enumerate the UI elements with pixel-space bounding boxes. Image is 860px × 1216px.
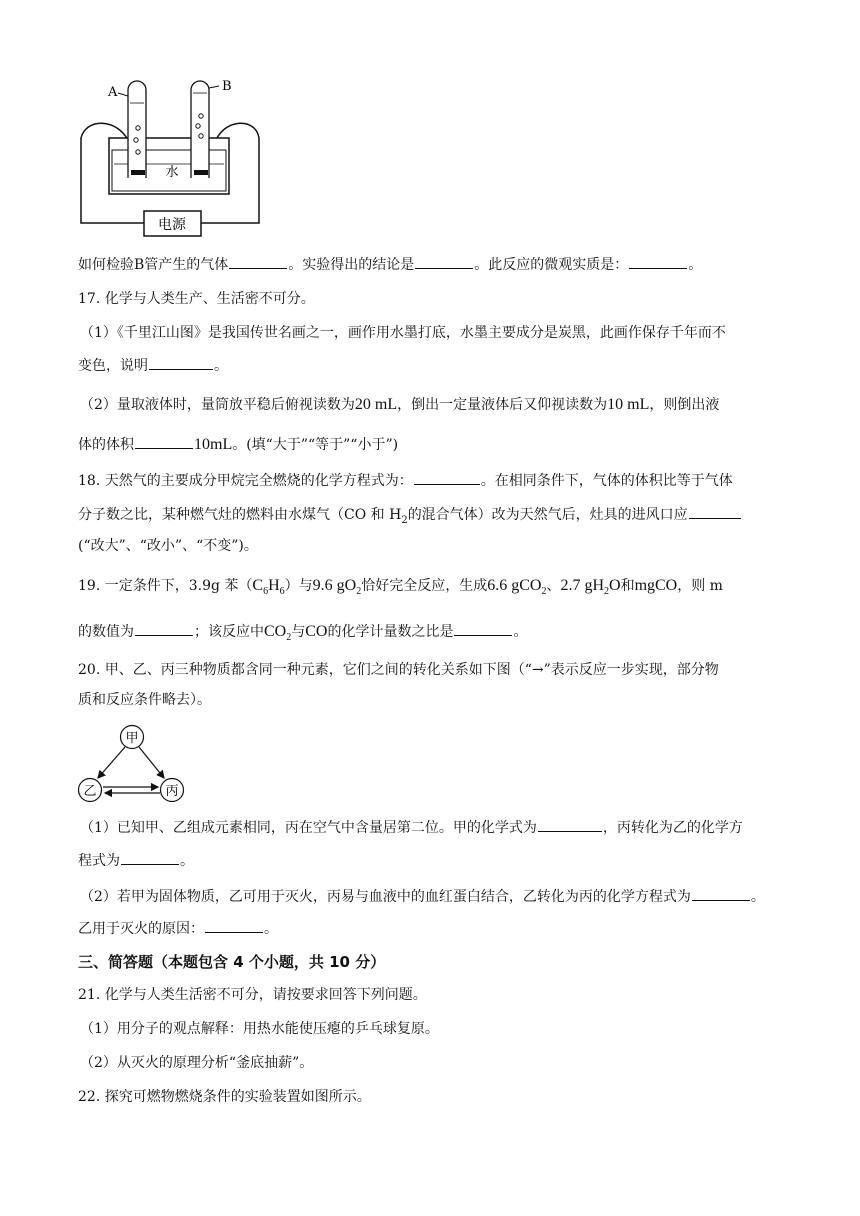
q16-text-1: 如何检验B管产生的气体 [78,257,229,273]
q18-line1 [78,470,733,491]
q19-line2 [78,621,527,648]
q17-p2-line1 [80,395,719,415]
answer-blank[interactable] [414,470,480,485]
q19-text-g: 的数值为 [78,624,134,640]
co-formula: CO [305,623,328,640]
tube-b-label: B [222,79,232,94]
answer-blank[interactable] [121,850,179,865]
q20-line1: 20. 甲、乙、丙三种物质都含同一种元素，它们之间的转化关系如下图（“→”表示反应一步实现，部分物 [78,662,719,678]
arrow-top-to-left [98,747,125,778]
q20-p2-text-b: 。 [750,889,765,905]
q19-text-d: 、 [546,578,561,594]
q19-text-j: 的化学计量数之比是 [327,624,454,640]
node-right-label: 丙 [165,784,179,799]
q17-p2-text-c: ，则倒出液 [649,397,720,413]
q20-p1-text-d: 。 [180,853,194,869]
q19-text-a: 19. 一定条件下，3.9g 苯（ [78,578,253,594]
reference-volume: 10mL [194,436,233,453]
subscript: 2 [401,514,408,526]
q20-p1-text-a: （1）已知甲、乙组成元素相同，丙在空气中含量居第二位。甲的化学式为 [80,820,537,836]
water-label: 水 [165,165,179,180]
q19-line1 [78,576,723,602]
q17-p2-text-d: 体的体积 [78,437,134,453]
answer-blank[interactable] [689,504,741,519]
answer-blank[interactable] [538,817,602,832]
q20-p1-line2 [78,850,194,871]
q21-p1: （1）用分子的观点解释：用热水能使压瘪的乒乓球复原。 [80,1021,439,1037]
q21-stem: 21. 化学与人类生活密不可分，请按要求回答下列问题。 [78,987,427,1003]
q20-p2-text-a: （2）若甲为固体物质，乙可用于灭火，丙易与血液中的血红蛋白结合，乙转化为丙的化学方程式为 [80,889,691,905]
answer-blank[interactable] [135,434,193,449]
benzene-formula: $C_6H_6$ [252,577,285,598]
q16-text-2: 。实验得出的结论是 [288,257,415,273]
q17-p1-line2 [78,355,228,376]
q17-stem: 17. 化学与人类生产、生活密不可分。 [78,291,315,307]
arrow-top-to-right [139,747,164,778]
q18-text-b: 。在相同条件下，气体的体积比等于气体 [480,473,733,489]
q21-p2: （2）从灭火的原理分析“釜底抽薪”。 [80,1055,314,1071]
q20-line2: 质和反应条件略去）。 [78,692,211,708]
oxygen-mass: 9.6 $gO_2$ [312,577,362,598]
q18-line2 [78,504,742,531]
answer-blank[interactable] [454,621,512,636]
q18-line3: (“改大”、“改小”、“不变”)。 [78,538,258,554]
answer-blank[interactable] [205,918,263,933]
co-mass: mgCO [634,577,678,594]
section-heading: 三、简答题（本题包含 4 个小题，共 10 分） [78,953,386,971]
q20-p2-text-d: 。 [264,921,278,937]
q18-text-c: 分子数之比，某种燃气灶的燃料由水煤气（CO 和 H [78,507,402,523]
q16-line [78,254,702,275]
water-mass: 2.7 $gH_2O$ [560,577,621,598]
q19-text-i: 与 [291,624,306,640]
co2-formula: $CO_2$ [264,623,292,644]
co2-mass: 6.6 gCO$_2$ [487,577,547,598]
q18-text-a: 18. 天然气的主要成分甲烷完全燃烧的化学方程式为： [78,473,413,489]
node-top-label: 甲 [125,731,139,746]
power-label: 电源 [158,217,186,233]
node-left-label: 乙 [83,784,97,799]
q19-text-k: 。 [513,624,528,640]
q19-text-h: ；该反应中 [194,624,264,640]
q19-text-f: ，则 m [677,578,723,594]
q18-text-d: 的混合气体）改为天然气后，灶具的进风口应 [407,507,688,523]
conversion-diagram [76,722,188,806]
answer-blank[interactable] [692,886,750,901]
q20-p2-text-c: 乙用于灭火的原因： [78,921,204,937]
answer-blank[interactable] [149,355,213,370]
answer-blank[interactable] [229,254,287,269]
q17-p2-line2 [78,434,398,455]
q20-p2-line2 [78,918,278,939]
tube-a-label: A [108,85,118,100]
q16-text-4: 。 [688,257,703,273]
q16-text-3: 。此反应的微观实质是： [474,257,629,273]
reading-2: 10 mL [607,396,650,413]
q22-stem: 22. 探究可燃物燃烧条件的实验装置如图所示。 [78,1089,371,1105]
answer-blank[interactable] [629,254,687,269]
q20-p1-text-b: ，丙转化为乙的化学方 [602,820,743,836]
q20-p2-line1 [80,886,765,907]
q19-text-c: 恰好完全反应，生成 [361,578,488,594]
q17-p2-text-e: 。(填“大于”“等于”“小于”) [232,437,399,453]
electrolysis-apparatus [76,68,266,238]
q20-p1-text-c: 程式为 [78,853,120,869]
q17-p1-end: 。 [214,358,228,374]
answer-blank[interactable] [415,254,473,269]
answer-blank[interactable] [135,621,193,636]
q19-text-e: 和 [620,578,635,594]
q17-p1-line1: （1）《千里江山图》是我国传世名画之一，画作用水墨打底，水墨主要成分是炭黑，此画作保存千年而不 [80,325,726,341]
q17-p2-text-b: ，倒出一定量液体后又仰视读数为 [397,397,608,413]
q20-p1-line1 [80,817,743,838]
q19-text-b: ）与 [284,578,313,594]
reading-1: 20 mL [354,396,398,413]
q17-p2-text-a: （2）量取液体时，量筒放平稳后俯视读数为 [80,397,355,413]
q17-p1-text: 变色，说明 [78,358,148,374]
